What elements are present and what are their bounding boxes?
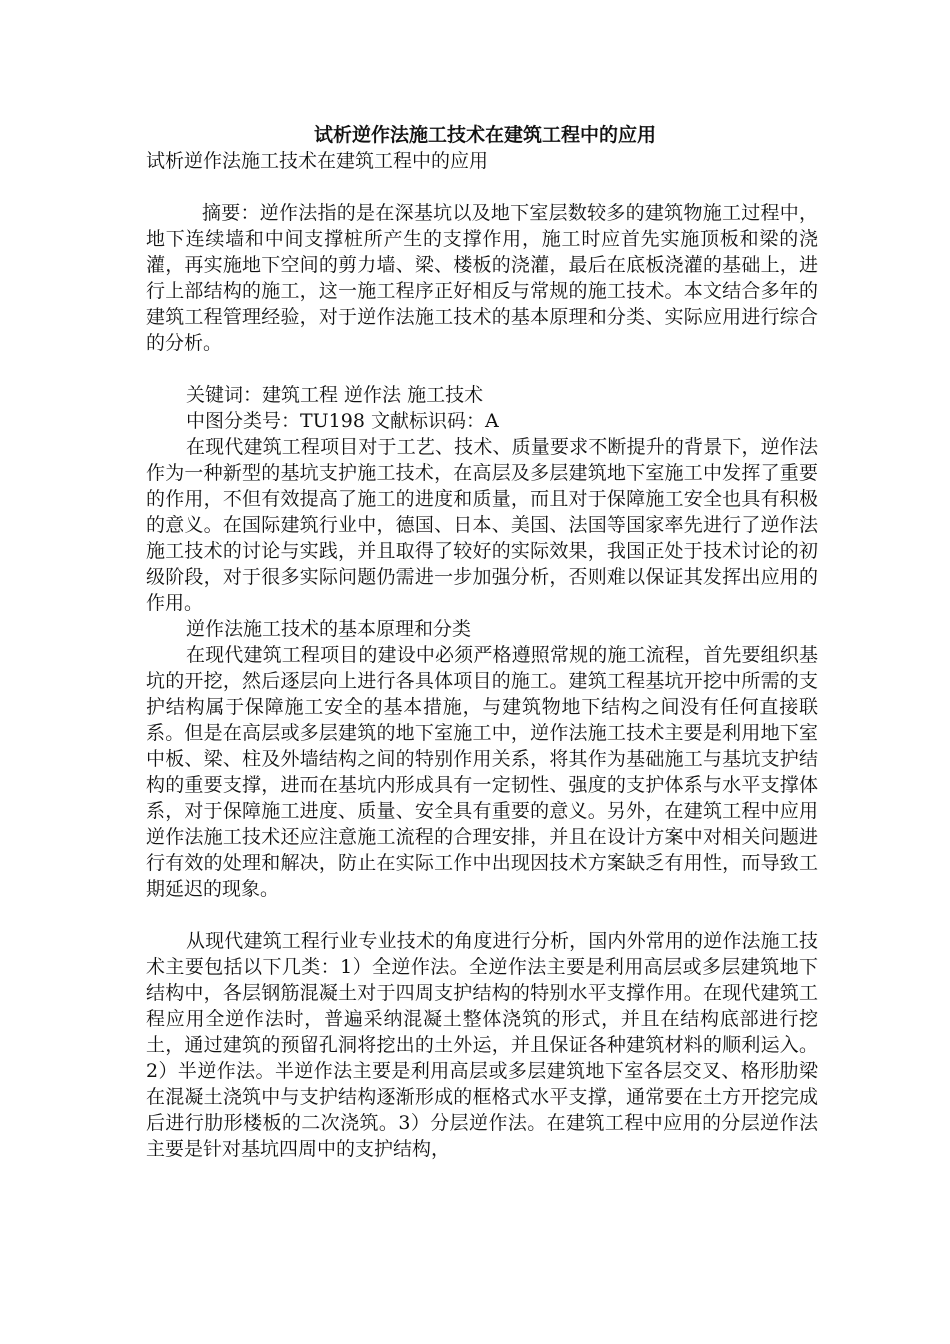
section-heading: 逆作法施工技术的基本原理和分类 bbox=[186, 618, 472, 640]
document-subtitle: 试析逆作法施工技术在建筑工程中的应用 bbox=[146, 150, 489, 172]
document-page bbox=[146, 122, 818, 1162]
abstract-paragraph: 摘要：逆作法指的是在深基坑以及地下室层数较多的建筑物施工过程中，地下连续墙和中间支撑桩所产生的支撑作用，施工时应首先实施顶板和梁的浇灌，再实施地下空间的剪力墙、梁、楼板的浇灌，最后在底板浇灌的基础上，进行上部结构的施工，这一施工程序正好相反与常规的施工技术。本文结合多年的建筑工程管理经验，对于逆作法施工技术的基本原理和分类、实际应用进行综合的分析。 bbox=[146, 202, 818, 354]
keywords-line: 关键词：建筑工程 逆作法 施工技术 bbox=[186, 384, 484, 406]
intro-paragraph: 在现代建筑工程项目对于工艺、技术、质量要求不断提升的背景下，逆作法作为一种新型的基坑支护施工技术，在高层及多层建筑地下室施工中发挥了重要的作用，不但有效提高了施工的进度和质量，而且对于保障施工安全也具有积极的意义。在国际建筑行业中，德国、日本、美国、法国等国家率先进行了逆作法施工技术的讨论与实践，并且取得了较好的实际效果，我国正处于技术讨论的初级阶段，对于很多实际问题仍需进一步加强分析，否则难以保证其发挥出应用的作用。 bbox=[146, 436, 818, 614]
principle-paragraph: 在现代建筑工程项目的建设中必须严格遵照常规的施工流程，首先要组织基坑的开挖，然后逐层向上进行各具体项目的施工。建筑工程基坑开挖中所需的支护结构属于保障施工安全的基本措施，与建筑物地下结构之间没有任何直接联系。但是在高层或多层建筑的地下室施工中，逆作法施工技术主要是利用地下室中板、梁、柱及外墙结构之间的特别作用关系，将其作为基础施工与基坑支护结构的重要支撑，进而在基坑内形成具有一定韧性、强度的支护体系与水平支撑体系，对于保障施工进度、质量、安全具有重要的意义。另外，在建筑工程中应用逆作法施工技术还应注意施工流程的合理安排，并且在设计方案中对相关问题进行有效的处理和解决，防止在实际工作中出现因技术方案缺乏有用性，而导致工期延迟的现象。 bbox=[146, 644, 818, 900]
classification-paragraph: 从现代建筑工程行业专业技术的角度进行分析，国内外常用的逆作法施工技术主要包括以下几类：1）全逆作法。全逆作法主要是利用高层或多层建筑地下结构中，各层钢筋混凝土对于四周支护结构的特别水平支撑作用。在现代建筑工程应用全逆作法时，普遍采纳混凝土整体浇筑的形式，并且在结构底部进行挖土，通过建筑的预留孔洞将挖出的土外运，并且保证各种建筑材料的顺利运入。2）半逆作法。半逆作法主要是利用高层或多层建筑地下室各层交叉、格形肋梁在混凝土浇筑中与支护结构逐渐形成的框格式水平支撑，通常要在土方开挖完成后进行肋形楼板的二次浇筑。3）分层逆作法。在建筑工程中应用的分层逆作法主要是针对基坑四周中的支护结构， bbox=[146, 930, 818, 1160]
classification-line: 中图分类号：TU198 文献标识码：A bbox=[186, 410, 499, 432]
document-title: 试析逆作法施工技术在建筑工程中的应用 bbox=[313, 124, 656, 146]
